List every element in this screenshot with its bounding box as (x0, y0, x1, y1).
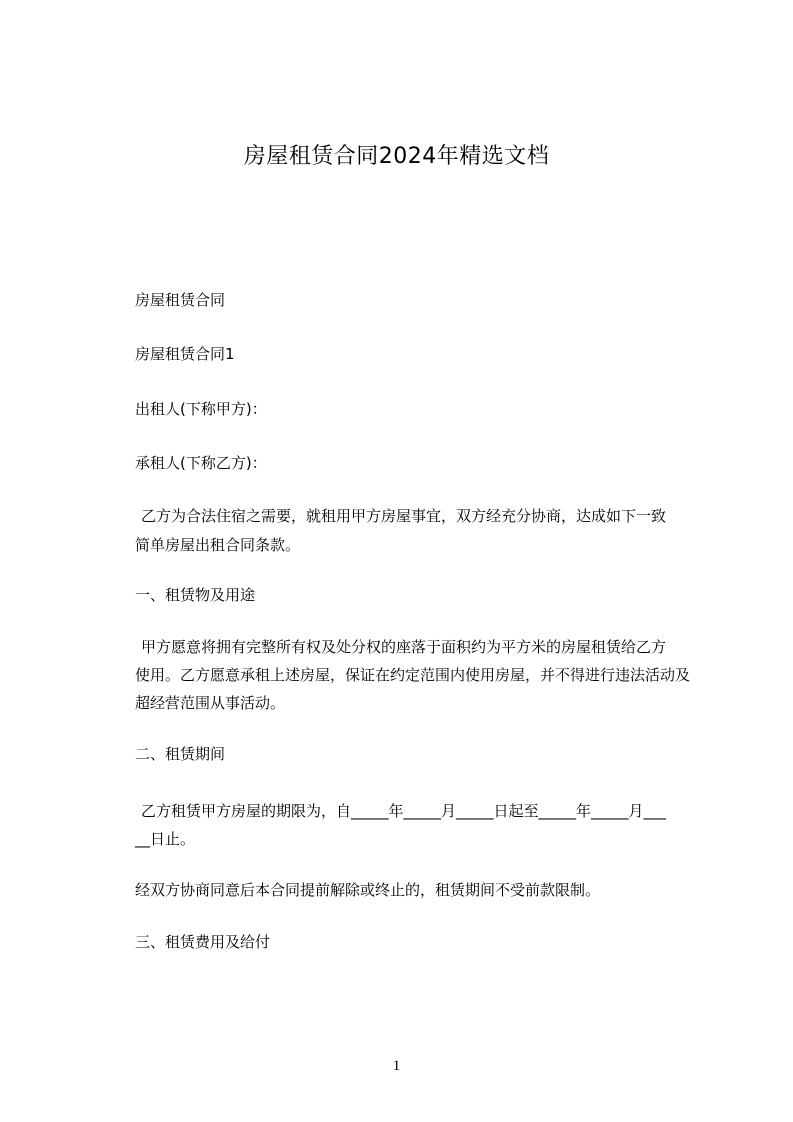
document-title: 房屋租赁合同2024年精选文档 (243, 144, 550, 169)
intro-paragraph-line-1 (135, 502, 715, 531)
section-2-line-1-text: 乙方租赁甲方房屋的期限为，自_____年_____月_____日起至_____年_____月___ (141, 802, 667, 820)
section-2-title: 二、租赁期间 (135, 745, 226, 763)
contract-subheading: 房屋租赁合同1 (135, 345, 235, 363)
intro-paragraph-line-1-text: 乙方为合法住宿之需要，就租用甲方房屋事宜，双方经充分协商，达成如下一致 (141, 507, 667, 525)
contract-heading: 房屋租赁合同 (135, 291, 226, 309)
section-3-title: 三、租赁费用及给付 (135, 933, 271, 951)
section-2-paragraph-2: 经双方协商同意后本合同提前解除或终止的，租赁期间不受前款限制。 (135, 881, 601, 899)
section-2-line-2: __日止。 (135, 830, 196, 848)
section-1-line-1-text: 甲方愿意将拥有完整所有权及处分权的座落于面积约为平方米的房屋租赁给乙方 (141, 638, 667, 656)
intro-paragraph-line-2: 简单房屋出租合同条款。 (135, 536, 301, 554)
section-2-line-1 (135, 797, 715, 826)
page-number: 1 (392, 1058, 401, 1074)
section-1-line-2: 使用。乙方愿意承租上述房屋，保证在约定范围内使用房屋，并不得进行违法活动及 (135, 666, 691, 684)
section-1-title: 一、租赁物及用途 (135, 586, 256, 604)
section-1-line-3: 超经营范围从事活动。 (135, 694, 286, 712)
section-1-line-1 (135, 633, 715, 662)
lessee-line: 承租人(下称乙方)： (135, 454, 267, 472)
lessor-line: 出租人(下称甲方)： (135, 400, 267, 418)
